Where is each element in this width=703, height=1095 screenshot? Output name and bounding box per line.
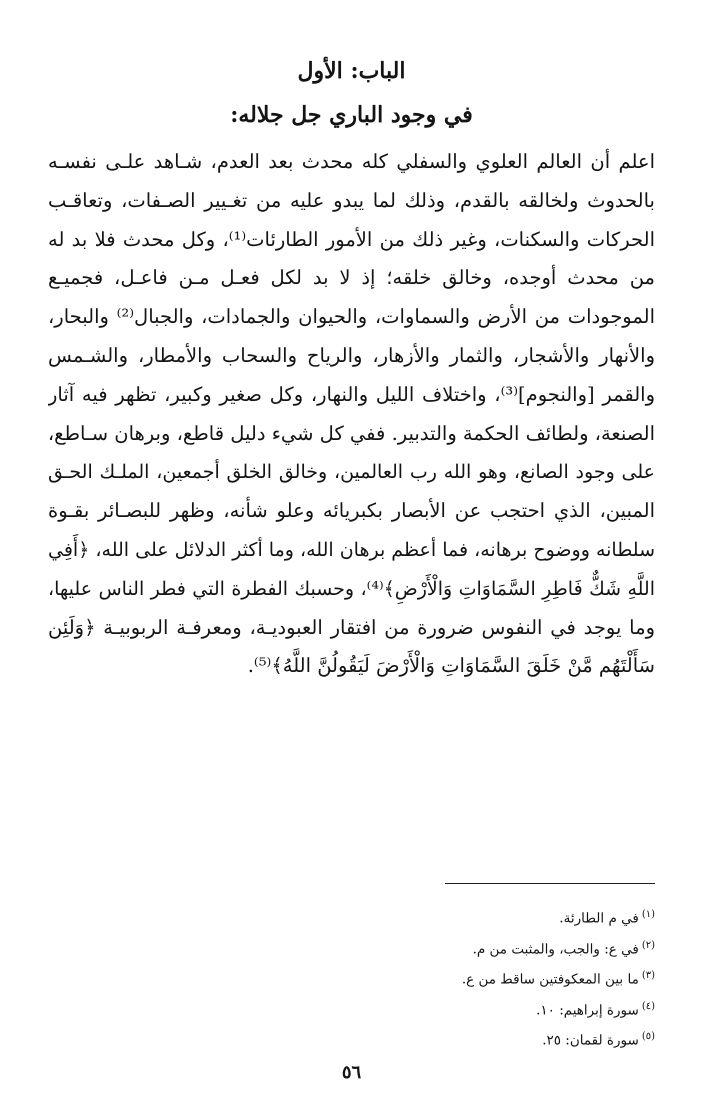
footnote [48,961,655,992]
footnote-text: في ع: والجب، والمثبت من م. [472,941,639,957]
footnotes [48,900,655,1053]
footnote [48,900,655,931]
footnote-number: (٤) [641,1000,655,1012]
body-line: والأنهار والأشجار، والثمار والأزهار، والرياح والسحاب والأمطار، والشـمس [48,343,655,367]
footnote-text: في م الطارئة. [559,910,639,927]
footnote-number: (٥) [641,1031,655,1042]
body-line: اللَّهِ شَكٌّ فَاطِرِ السَّمَاوَاتِ وَالْأَرْضِ﴾⁽⁴⁾، وحسبك الفطرة التي فطر الناس عليها، [48,577,655,600]
body-line: والقمر [والنجوم]⁽³⁾، واختلاف الليل والنهار، وكل صغير وكبير، تظهر فيه آثار [48,382,655,406]
body-line: سلطانه ووضوح برهانه، فما أعظم برهان الله، وما أكثر الدلائل على الله، ﴿أَفِي [48,538,655,561]
footnote-text: سورة لقمان: ٢٥. [542,1032,639,1049]
body-line: سَأَلْتَهُم مَّنْ خَلَقَ السَّمَاوَاتِ وَالْأَرْضَ لَيَقُولُنَّ اللَّهُ﴾⁽⁵⁾. [247,654,655,678]
body-line: الحركات والسكنات، وغير ذلك من الأمور الطارئات⁽¹⁾، وكل محدث فلا بد له [48,227,655,251]
footnote-separator [445,883,655,884]
body-line: اعلم أن العالم العلوي والسفلي كله محدث بعد العدم، شـاهد علـى نفسـه [48,150,655,173]
footnote-number: (٣) [641,970,655,981]
section-title: في وجود الباري جل جلاله: [230,102,473,128]
body-line: على وجود الصانع، وهو الله رب العالمين، وخالق الخلق أجمعين، الملـك الحـق [48,461,655,484]
footnote-text: سورة إبراهيم: ١٠. [536,1002,639,1018]
footnote-text: ما بين المعكوفتين ساقط من ع. [461,971,639,988]
footnote-number: (٢) [641,939,655,951]
body-line: الموجودات من الأرض والسماوات، والحيوان والجمادات، والجبال⁽²⁾ والبحار، [48,305,655,329]
page-number: ٥٦ [341,1062,362,1083]
body-line: الصنعة، ولطائف الحكمة والتدبير. ففي كل شيء دليل قاطع، وبرهان سـاطع، [48,421,655,445]
chapter-title: الباب: الأول [297,58,406,84]
footnote-number: (١) [641,909,655,920]
body-line: وما يوجد في النفوس ضرورة من افتقار العبوديـة، ومعرفـة الربوبيـة ﴿وَلَئِن [48,615,655,639]
body-line: بالحدوث ولخالقه بالقدم، وذلك لما يبدو عليه من تغـيير الصـفات، وتعاقـب [48,188,655,212]
footnote [48,1022,655,1053]
body-line: المبين، الذي احتجب عن الأبصار بكبريائه وعلو شأنه، وظهر للبصـائر بقـوة [48,499,655,523]
footnote [48,931,655,962]
body-paragraph [48,143,655,686]
footnote [48,992,655,1023]
body-line: من محدث أوجده، وخالق خلقه؛ إذ لا بد لكل فعـل مـن فاعـل، فجميـع [48,266,655,290]
